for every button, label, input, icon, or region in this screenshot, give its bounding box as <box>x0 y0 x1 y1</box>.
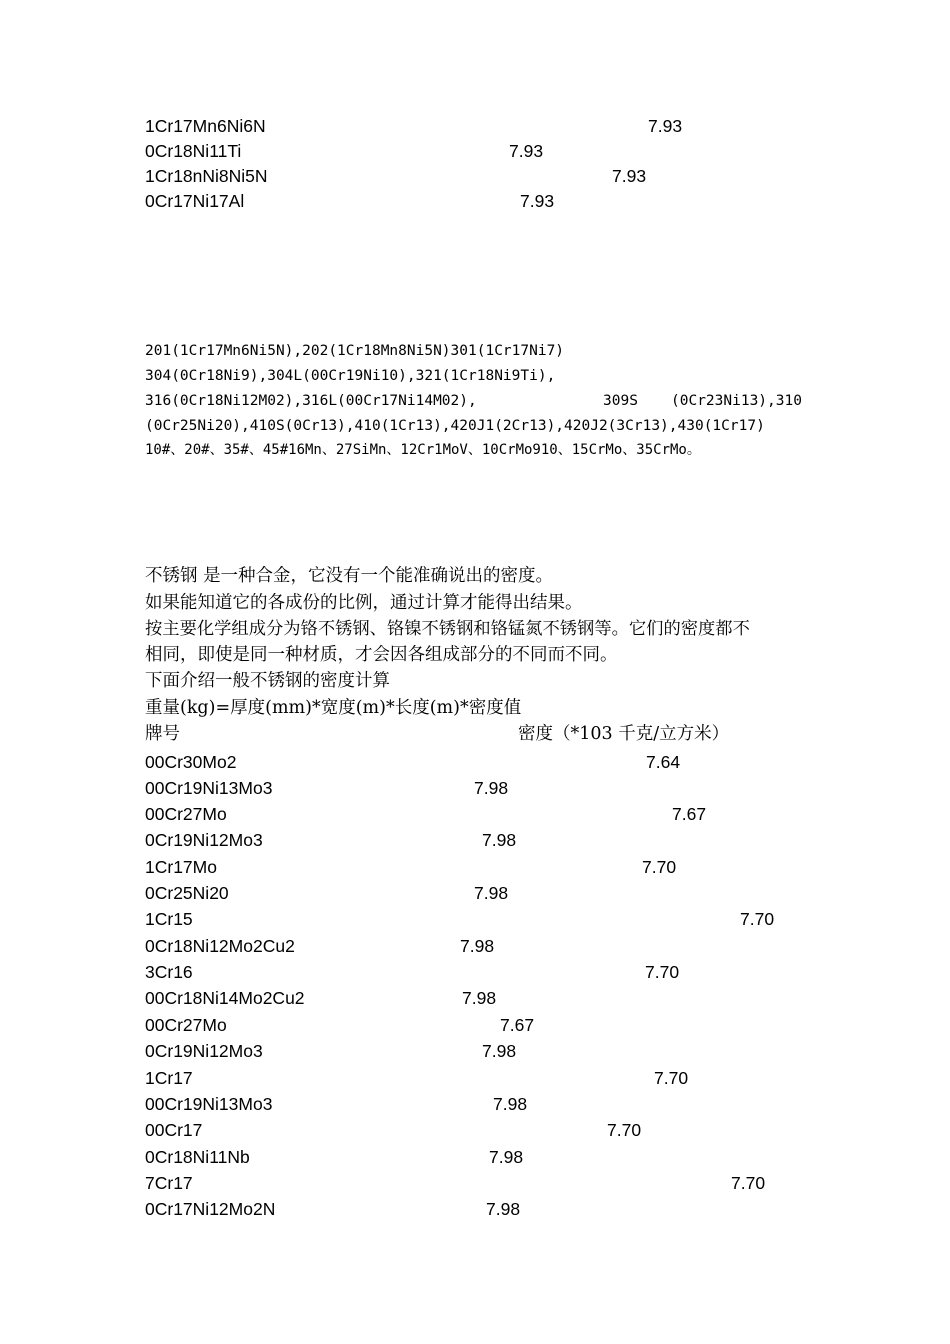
grades-text: 309S <box>603 393 638 409</box>
grade-name: 1Cr17 <box>145 1068 193 1088</box>
table-row <box>145 1038 905 1064</box>
grade-name: 1Cr18nNi8Ni5N <box>145 166 268 186</box>
grade-name: 00Cr27Mo <box>145 1015 227 1035</box>
table-row <box>145 1012 905 1038</box>
grade-name: 0Cr17Ni17Al <box>145 191 245 211</box>
grades-text: 304(0Cr18Ni9),304L(00Cr19Ni10),321(1Cr18Ni9Ti), <box>145 368 556 384</box>
density-value: 7.70 <box>654 1068 689 1088</box>
table-row <box>145 906 905 932</box>
density-value: 7.70 <box>731 1173 766 1193</box>
paragraph-line: 下面介绍一般不锈钢的密度计算 <box>145 671 390 691</box>
table-row <box>145 854 905 880</box>
density-value: 7.98 <box>474 778 509 798</box>
table-row <box>145 188 905 214</box>
paragraph-line: 如果能知道它的各成份的比例，通过计算才能得出结果。 <box>145 593 583 613</box>
grades-text: (0Cr25Ni20),410S(0Cr13),410(1Cr13),420J1(2Cr13),420J2(3Cr13),430(1Cr17) <box>145 418 765 434</box>
table-row <box>145 113 905 139</box>
table-row <box>145 933 905 959</box>
grade-name: 00Cr30Mo2 <box>145 752 237 772</box>
grade-name: 1Cr17Mo <box>145 857 217 877</box>
density-value: 7.64 <box>646 752 681 772</box>
density-value: 7.98 <box>493 1094 528 1114</box>
table-row <box>145 827 905 853</box>
density-value: 7.98 <box>460 936 495 956</box>
grades-text: (0Cr23Ni13),310 <box>671 393 802 409</box>
table-row <box>145 1117 905 1143</box>
grade-name: 1Cr15 <box>145 909 193 929</box>
paragraph-line: 不锈钢 是一种合金，它没有一个能准确说出的密度。 <box>145 566 554 586</box>
density-value: 7.67 <box>500 1015 535 1035</box>
grade-name: 0Cr17Ni12Mo2N <box>145 1199 276 1219</box>
table-row <box>145 775 905 801</box>
grade-column-header: 牌号 <box>145 724 180 744</box>
density-value: 7.70 <box>645 962 680 982</box>
density-column-header: 密度（*103 千克/立方米） <box>518 724 730 744</box>
table-row <box>145 138 905 164</box>
density-value: 7.93 <box>509 141 544 161</box>
grades-text: 10#、20#、35#、45#16Mn、27SiMn、12Cr1MoV、10CrMo910、15CrMo、35CrMo。 <box>145 442 701 458</box>
density-value: 7.98 <box>462 988 497 1008</box>
density-value: 7.98 <box>482 1041 517 1061</box>
grades-text: 201(1Cr17Mn6Ni5N),202(1Cr18Mn8Ni5N)301(1Cr17Ni7) <box>145 343 565 359</box>
density-value: 7.93 <box>520 191 555 211</box>
table-row <box>145 1065 905 1091</box>
density-value: 7.67 <box>672 804 707 824</box>
density-value: 7.70 <box>607 1120 642 1140</box>
grade-name: 1Cr17Mn6Ni6N <box>145 116 266 136</box>
grade-name: 0Cr18Ni11Nb <box>145 1147 250 1167</box>
paragraph-line: 相同，即使是同一种材质，才会因各组成部分的不同而不同。 <box>145 645 618 665</box>
grades-text: 316(0Cr18Ni12M02),316L(00Cr17Ni14M02), <box>145 393 477 409</box>
table-row <box>145 959 905 985</box>
grade-name: 0Cr25Ni20 <box>145 883 229 903</box>
grade-name: 00Cr27Mo <box>145 804 227 824</box>
table-row <box>145 1196 905 1222</box>
density-value: 7.93 <box>612 166 647 186</box>
table-row <box>145 749 905 775</box>
density-value: 7.98 <box>489 1147 524 1167</box>
table-row <box>145 1170 905 1196</box>
paragraph-line: 按主要化学组成分为铬不锈钢、铬镍不锈钢和铬锰氮不锈钢等。它们的密度都不 <box>145 619 750 639</box>
grade-name: 0Cr18Ni12Mo2Cu2 <box>145 936 295 956</box>
table-row <box>145 801 905 827</box>
grade-name: 7Cr17 <box>145 1173 193 1193</box>
grade-name: 00Cr17 <box>145 1120 203 1140</box>
density-value: 7.93 <box>648 116 683 136</box>
grade-name: 00Cr19Ni13Mo3 <box>145 1094 273 1114</box>
table-header <box>145 721 905 747</box>
table-row <box>145 880 905 906</box>
grade-name: 0Cr19Ni12Mo3 <box>145 1041 263 1061</box>
density-value: 7.98 <box>474 883 509 903</box>
grade-name: 00Cr19Ni13Mo3 <box>145 778 273 798</box>
density-value: 7.98 <box>486 1199 521 1219</box>
table-row <box>145 1091 905 1117</box>
grade-name: 0Cr19Ni12Mo3 <box>145 830 263 850</box>
table-row <box>145 163 905 189</box>
grade-name: 3Cr16 <box>145 962 193 982</box>
grade-name: 00Cr18Ni14Mo2Cu2 <box>145 988 305 1008</box>
density-value: 7.70 <box>740 909 775 929</box>
table-row <box>145 985 905 1011</box>
formula: 重量(kg)=厚度(mm)*宽度(m)*长度(m)*密度值 <box>145 698 522 718</box>
density-value: 7.70 <box>642 857 677 877</box>
table-row <box>145 1144 905 1170</box>
grade-name: 0Cr18Ni11Ti <box>145 141 242 161</box>
density-value: 7.98 <box>482 830 517 850</box>
